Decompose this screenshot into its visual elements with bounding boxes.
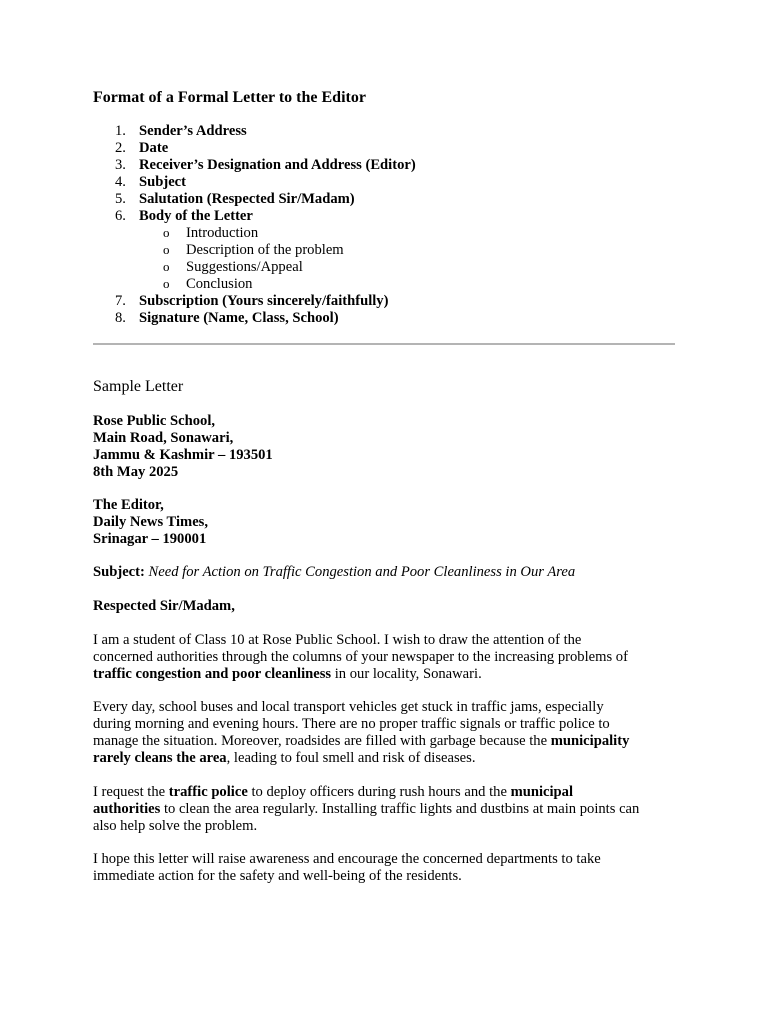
list-item [93, 191, 593, 208]
bold-phrase: rarely cleans the area [93, 750, 227, 766]
list-label: Sender’s Address [139, 123, 247, 139]
paragraph-line: during morning and evening hours. There are no proper traffic signals or traffic police to [93, 716, 610, 732]
sample-heading: Sample Letter [93, 378, 184, 395]
list-item [93, 293, 593, 310]
paragraph-line [93, 750, 675, 767]
sender-line: Main Road, Sonawari, [93, 430, 234, 446]
bullet-icon: o [163, 276, 170, 291]
subject-label: Subject: [93, 564, 145, 580]
list-number: 1. [115, 123, 126, 139]
list-label: Subscription (Yours sincerely/faithfully) [139, 293, 389, 309]
paragraph-line: Every day, school buses and local transport vehicles get stuck in traffic jams, especially [93, 699, 604, 715]
bullet-icon: o [163, 225, 170, 240]
sub-list-item [93, 259, 593, 276]
paragraph-line: concerned authorities through the columns of your newspaper to the increasing problems of [93, 649, 628, 665]
text-run: to deploy officers during rush hours and the [247, 784, 511, 800]
list-number: 7. [115, 293, 126, 309]
paragraph-line [93, 801, 675, 818]
list-number: 3. [115, 157, 126, 173]
bold-phrase: municipal [510, 784, 574, 800]
paragraph-conclusion [93, 851, 675, 885]
list-item [93, 123, 593, 140]
list-item [93, 208, 593, 225]
sender-line: Rose Public School, [93, 413, 216, 429]
paragraph-line: immediate action for the safety and well-being of the residents. [93, 868, 462, 884]
sender-address [93, 413, 675, 481]
sub-list-item [93, 225, 593, 242]
subject-line [93, 564, 675, 581]
text-run: to clean the area regularly. Installing traffic lights and dustbins at main points can [160, 801, 640, 817]
receiver-line: The Editor, [93, 497, 164, 513]
bullet-icon: o [163, 242, 170, 257]
paragraph-intro [93, 632, 675, 683]
salutation [93, 598, 675, 615]
horizontal-divider [93, 343, 675, 345]
paragraph-suggestions [93, 784, 675, 835]
format-steps-list [93, 123, 593, 327]
receiver-address [93, 497, 675, 548]
list-item [93, 157, 593, 174]
text-run: in our locality, Sonawari. [331, 666, 482, 682]
text-run: manage the situation. Moreover, roadsides are filled with garbage because the [93, 733, 551, 749]
bold-phrase: municipality [550, 733, 630, 749]
paragraph-line [93, 784, 675, 801]
sub-list-label: Description of the problem [186, 242, 344, 258]
sub-list-label: Introduction [186, 225, 259, 241]
sub-list-label: Conclusion [186, 276, 253, 292]
letter-date: 8th May 2025 [93, 464, 179, 480]
list-number: 4. [115, 174, 126, 190]
list-number: 6. [115, 208, 126, 224]
bold-phrase: traffic congestion and poor cleanliness [93, 666, 332, 682]
subject-text: Need for Action on Traffic Congestion and Poor Cleanliness in Our Area [148, 564, 576, 580]
receiver-line: Daily News Times, [93, 514, 208, 530]
sub-list-label: Suggestions/Appeal [186, 259, 303, 275]
list-number: 5. [115, 191, 126, 207]
list-label: Receiver’s Designation and Address (Editor) [139, 157, 416, 173]
list-label: Signature (Name, Class, School) [139, 310, 339, 326]
list-item [93, 310, 593, 327]
sub-list-item [93, 242, 593, 259]
list-item [93, 174, 593, 191]
bold-phrase: traffic police [168, 784, 248, 800]
list-number: 2. [115, 140, 126, 156]
paragraph-line: I hope this letter will raise awareness and encourage the concerned departments to take [93, 851, 601, 867]
sender-line: Jammu & Kashmir – 193501 [93, 447, 273, 463]
list-number: 8. [115, 310, 126, 326]
bold-phrase: authorities [93, 801, 161, 817]
list-label: Salutation (Respected Sir/Madam) [139, 191, 355, 207]
paragraph-problem [93, 699, 675, 767]
list-label: Subject [139, 174, 187, 190]
paragraph-line [93, 733, 675, 750]
salutation-text: Respected Sir/Madam, [93, 598, 235, 614]
paragraph-line: I am a student of Class 10 at Rose Public School. I wish to draw the attention of the [93, 632, 582, 648]
receiver-line: Srinagar – 190001 [93, 531, 207, 547]
list-item [93, 140, 593, 157]
format-title: Format of a Formal Letter to the Editor [93, 89, 366, 106]
text-run: I request the [93, 784, 169, 800]
paragraph-line [93, 666, 675, 683]
text-run: , leading to foul smell and risk of diseases. [226, 750, 476, 766]
bullet-icon: o [163, 259, 170, 274]
list-label: Date [139, 140, 169, 156]
list-label: Body of the Letter [139, 208, 253, 224]
paragraph-line: also help solve the problem. [93, 818, 258, 834]
sub-list-item [93, 276, 593, 293]
